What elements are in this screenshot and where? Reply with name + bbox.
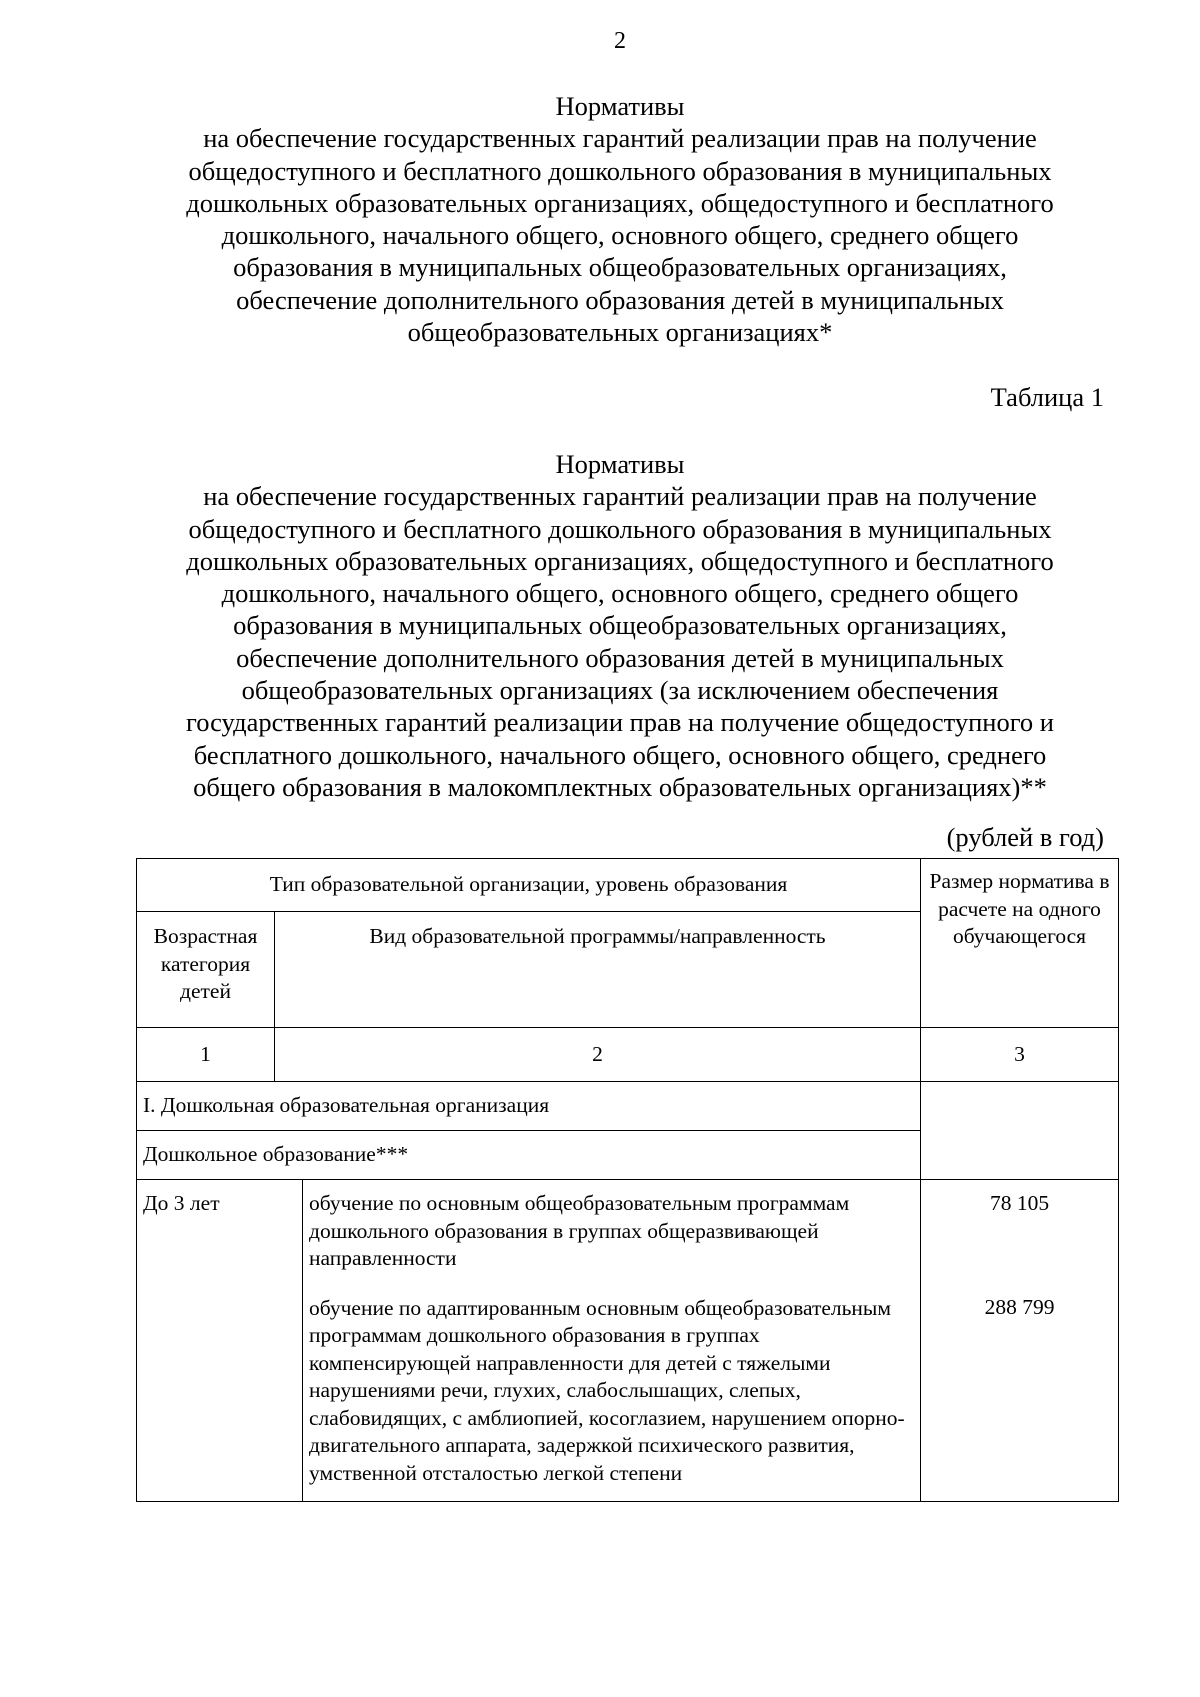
norm-value: 288 799	[984, 1294, 1055, 1319]
heading-line: общеобразовательных организациях (за исключением обеспечения	[241, 675, 999, 706]
heading-line: дошкольных образовательных организациях, общедоступного и бесплатного	[186, 545, 1054, 576]
table-row	[137, 1180, 1119, 1502]
heading-line: общедоступного и бесплатного дошкольного образования в муниципальных	[188, 155, 1052, 186]
heading-line: общеобразовательных организациях*	[407, 317, 833, 348]
document-heading	[140, 90, 1100, 348]
heading-line: дошкольного, начального общего, основного общего, среднего общего	[221, 220, 1019, 251]
page-number: 2	[614, 28, 626, 54]
table-label: Таблица 1	[990, 382, 1104, 412]
section-empty-value	[921, 1082, 1119, 1180]
heading-line: обеспечение дополнительного образования детей в муниципальных	[236, 284, 1004, 315]
heading-line: государственных гарантий реализации прав на получение общедоступного и	[185, 707, 1054, 738]
section-row	[137, 1082, 1119, 1131]
header-org-type: Тип образовательной организации, уровень образования	[137, 859, 921, 912]
norms-table	[136, 858, 1119, 1502]
heading-line: дошкольных образовательных организациях, общедоступного и бесплатного	[186, 187, 1054, 218]
program-cell	[303, 1180, 921, 1502]
header-program-type: Вид образовательной программы/направленность	[275, 912, 921, 1028]
norm-value: 78 105	[989, 1191, 1050, 1215]
norm-value-cell	[921, 1180, 1119, 1502]
heading-line: Нормативы	[555, 91, 685, 121]
heading-line: бесплатного дошкольного, начального общего, основного общего, среднего	[193, 739, 1047, 770]
table-header-row	[137, 859, 1119, 912]
heading-line: на обеспечение государственных гарантий реализации прав на получение	[203, 481, 1037, 512]
program-text: обучение по адаптированным основным общеобразовательным программам дошкольного образования в группах компенсирующей направленности для детей с тяжелыми нарушениями речи, глухих, слабослышащих, слепых, слабовидящих, с амблиопией, косоглазием, нарушением опорно-двигательного аппарата, задержкой психического развития, умственной отсталостью легкой степени	[309, 1295, 905, 1485]
column-number: 2	[275, 1028, 921, 1082]
column-number: 3	[921, 1028, 1119, 1082]
column-number: 1	[137, 1028, 275, 1082]
age-category-cell: До 3 лет	[137, 1180, 303, 1502]
heading-line: Нормативы	[555, 449, 685, 479]
heading-line: дошкольного, начального общего, основного общего, среднего общего	[221, 578, 1019, 609]
heading-line: общедоступного и бесплатного дошкольного образования в муниципальных	[188, 513, 1052, 544]
heading-line: образования в муниципальных общеобразовательных организациях,	[233, 610, 1007, 641]
section-level: Дошкольное образование***	[137, 1131, 921, 1180]
heading-line: общего образования в малокомплектных образовательных организациях)**	[193, 771, 1047, 802]
program-text: обучение по основным общеобразовательным программам дошкольного образования в группах общеразвивающей направленности	[309, 1191, 850, 1270]
header-norm-size: Размер норматива в расчете на одного обучающегося	[921, 859, 1119, 1028]
table-heading	[140, 448, 1100, 803]
header-age-category: Возрастная категория детей	[137, 912, 275, 1028]
section-org: I. Дошкольная образовательная организация	[137, 1082, 921, 1131]
heading-line: обеспечение дополнительного образования детей в муниципальных	[236, 642, 1004, 673]
heading-line: на обеспечение государственных гарантий реализации прав на получение	[203, 123, 1037, 154]
heading-line: образования в муниципальных общеобразовательных организациях,	[233, 252, 1007, 283]
units-label: (рублей в год)	[946, 822, 1104, 852]
column-numbers-row	[137, 1028, 1119, 1082]
